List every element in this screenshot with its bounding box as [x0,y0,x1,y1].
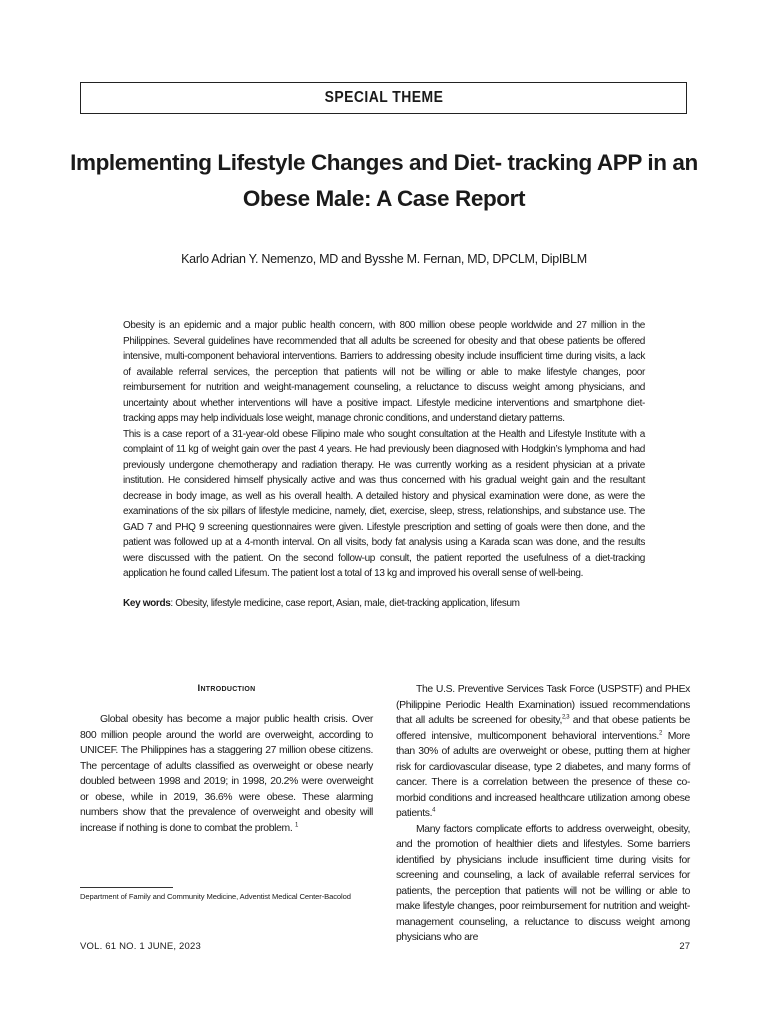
special-theme-banner [80,82,687,114]
uspstf-text-c: More than 30% of adults are overweight or obese, putting them at higher risk for cardiovascular disease, type 2 diabetes, and many forms of cancer. There is a correlation between the presence of these co-morbid conditions and increased healthcare utilization among obese patients. [396,730,690,819]
introduction-text: Global obesity has become a major public health crisis. Over 800 million people around the world are overweight, according to UNICEF. The Philippines has a staggering 27 million obese citizens. The percentage of adults classified as overweight or obese nearly doubled between 1998 and 2019; in 1998, 20.2% were overweight or obese, while in 2019, 36.6% were obese. These alarming numbers show that the prevalence of overweight and obesity will increase if nothing is done to combat the problem. [80,714,373,834]
barriers-paragraph: Many factors complicate efforts to address overweight, obesity, and the promotion of healthier diets and lifestyles. Some barriers identified by physicians include insufficient time during visits for screening and counseling, a lack of available referral services for patients, the perception that patients will not be willing or able to make lifestyle changes, poor reimbursement for nutrition and weight-management counseling, a reluctance to discuss weight among physicians who are [396,823,690,943]
introduction-heading: Introduction [197,683,256,694]
special-theme-label: SPECIAL THEME [324,89,443,106]
keywords-list: : Obesity, lifestyle medicine, case report, Asian, male, diet-tracking application, lifesum [170,598,520,609]
keywords [123,598,645,609]
introduction-column [80,712,373,836]
citation-ref: 2,3 [562,714,570,721]
article-title-line-1: Implementing Lifestyle Changes and Diet- tracking APP in an [70,150,698,175]
introduction-paragraph [80,712,373,836]
citation-ref: 1 [294,822,298,829]
citation-ref: 2 [658,730,662,737]
journal-issue-info: VOL. 61 NO. 1 JUNE, 2023 [80,941,201,952]
uspstf-text-a: The U.S. Preventive Services Task Force (USPSTF) and PHEx (Philippine Periodic Health Examination) issued recommendations that all adults be screened for obesity, [396,684,690,726]
article-title-line-2: Obese Male: A Case Report [242,186,526,211]
keywords-label: Key words [123,598,171,609]
article-title [40,145,728,217]
uspstf-text-b: and that obese patients be offered intensive, multicomponent behavioral interventions. [396,715,690,742]
page-number: 27 [679,941,690,952]
author-list: Karlo Adrian Y. Nemenzo, MD and Bysshe M. Fernan, MD, DPCLM, DipIBLM [181,252,587,266]
affiliation-footnote: Department of Family and Community Medicine, Adventist Medical Center-Bacolod [80,892,351,901]
abstract [123,318,645,582]
footnote-divider [80,887,173,888]
uspstf-paragraph [396,682,690,822]
citation-ref: 4 [432,807,436,814]
abstract-paragraph-1: Obesity is an epidemic and a major public health concern, with 800 million obese people worldwide and 27 million in the Philippines. Several guidelines have recommended that all adults be screened for obesity and that obese patients be offered intensive, multi-component behavioral interventions. Barriers to addressing obesity include insufficient time during visits, a lack of available referral services, the perception that patients will not be willing or able to make lifestyle changes, poor reimbursement for nutrition and weight-management counseling, a reluctance to discuss weight among physicians, and uncertainty about whether interventions will have a positive impact. Lifestyle medicine interventions and smartphone diet-tracking apps may help individuals lose weight, manage chronic conditions, and understand dietary patterns. [123,320,645,424]
right-column [396,682,690,946]
abstract-paragraph-2: This is a case report of a 31-year-old obese Filipino male who sought consultation at the Health and Lifestyle Institute with a complaint of 11 kg of weight gain over the past 4 years. He had previously been diagnosed with Hodgkin’s lymphoma and had previously undergone chemotherapy and radiation therapy. He was currently working as a resident physician at a private institution. He considered himself physically active and was thus concerned with his gradual weight gain and the resultant decrease in body image, as well as his overall health. A detailed history and physical examination were done, as were the examinations of the six pillars of lifestyle medicine, namely, diet, exercise, sleep, stress, relationships, and substance use. The GAD 7 and PHQ 9 screening questionnaires were given. Lifestyle prescription and setting of goals were then done, and the patient was followed up at a 4-month interval. On all visits, body fat analysis using a Karada scan was done, and the results were discussed with the patient. On the second follow-up consult, the patient reported the usefulness of a diet-tracking application he found called Lifesum. The patient lost a total of 13 kg and improved his overall sense of well-being. [123,428,645,579]
